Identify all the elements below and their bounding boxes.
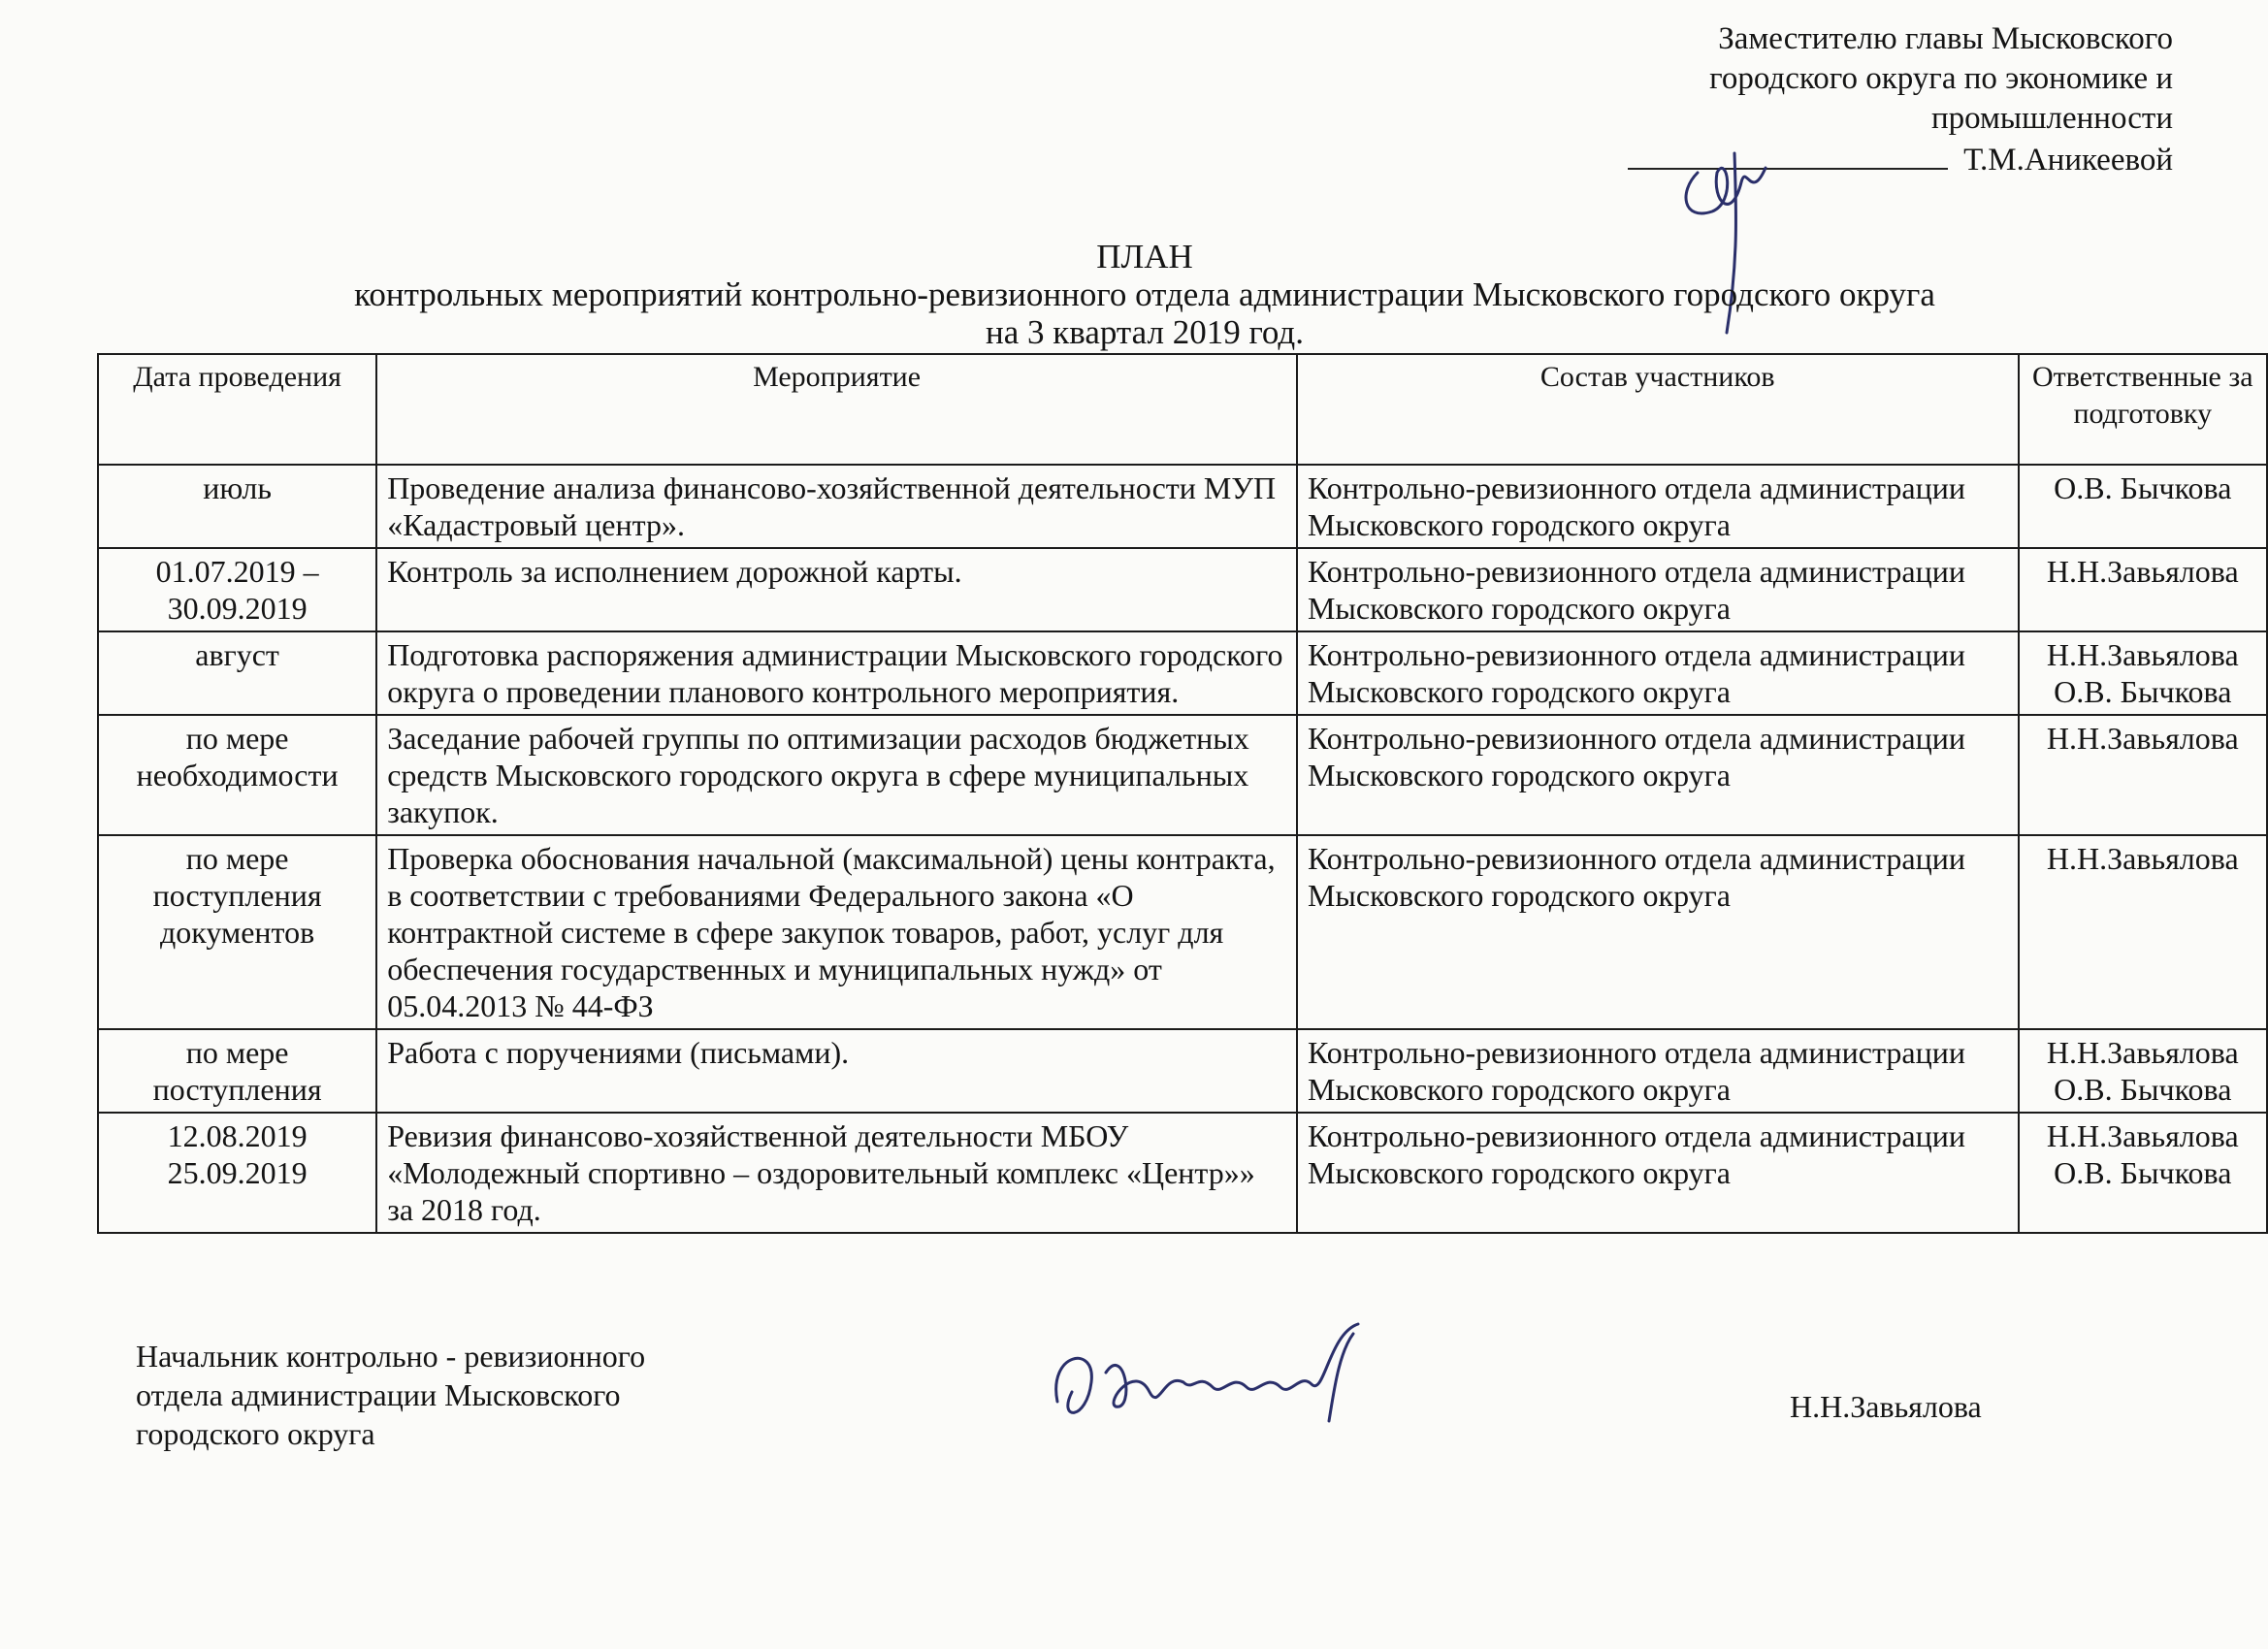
row-date [98, 1113, 376, 1233]
row-participants: Контрольно-ревизионного отдела администрации Мысковского городского округа [1297, 548, 2019, 631]
row-date: июль [98, 465, 376, 548]
row-date: август [98, 631, 376, 715]
document-subtitle: контрольных мероприятий контрольно-ревизионного отдела администрации Мысковского городского округа [354, 275, 1935, 313]
table-row [98, 548, 2267, 631]
row-date: по мере поступления документов [98, 835, 376, 1029]
header-event: Мероприятие [376, 354, 1297, 465]
row-date: по мере поступления [98, 1029, 376, 1113]
table-row [98, 715, 2267, 835]
responsible-person: Н.Н.Завьялова [2046, 637, 2239, 672]
row-responsible: Н.Н.Завьялова [2019, 835, 2267, 1029]
header-date: Дата проведения [98, 354, 376, 465]
footer-line-2: отдела администрации Мысковского [136, 1377, 621, 1412]
row-responsible: О.В. Бычкова [2019, 465, 2267, 548]
row-responsible: Н.Н.Завьялова [2019, 715, 2267, 835]
plan-table [97, 353, 2268, 1234]
table-header-row [98, 354, 2267, 465]
row-date: 01.07.2019 – 30.09.2019 [98, 548, 376, 631]
table-row [98, 1029, 2267, 1113]
row-participants: Контрольно-ревизионного отдела администрации Мысковского городского округа [1297, 835, 2019, 1029]
table-row [98, 465, 2267, 548]
row-participants: Контрольно-ревизионного отдела администрации Мысковского городского округа [1297, 631, 2019, 715]
header-responsible: Ответственные за подготовку [2019, 354, 2267, 465]
head-signature [1038, 1314, 1387, 1440]
responsible-person: О.В. Бычкова [2054, 1072, 2232, 1107]
approval-line-2: городского округа по экономике и [1709, 61, 2173, 96]
row-date-end: 25.09.2019 [167, 1155, 308, 1190]
row-event: Ревизия финансово-хозяйственной деятельности МБОУ «Молодежный спортивно – оздоровительный комплекс «Центр»» за 2018 год. [376, 1113, 1297, 1233]
row-event: Подготовка распоряжения администрации Мысковского городского округа о проведении планового контрольного мероприятия. [376, 631, 1297, 715]
document-heading [97, 238, 2192, 351]
responsible-person: Н.Н.Завьялова [2046, 1118, 2239, 1153]
footer-line-3: городского округа [136, 1416, 375, 1451]
approval-line-3: промышленности [1931, 101, 2173, 136]
row-event: Контроль за исполнением дорожной карты. [376, 548, 1297, 631]
row-event: Работа с поручениями (письмами). [376, 1029, 1297, 1113]
approval-line-1: Заместителю главы Мысковского [1718, 21, 2173, 56]
header-participants: Состав участников [1297, 354, 2019, 465]
row-event: Проверка обоснования начальной (максимальной) цены контракта, в соответствии с требованиями Федерального закона «О контрактной системе в сфере закупок товаров, работ, услуг для обеспечения государственных и муниципальных нужд» от 05.04.2013 № 44-ФЗ [376, 835, 1297, 1029]
table-row [98, 631, 2267, 715]
row-event: Заседание рабочей группы по оптимизации расходов бюджетных средств Мысковского городского округа в сфере муниципальных закупок. [376, 715, 1297, 835]
table-row [98, 835, 2267, 1029]
row-participants: Контрольно-ревизионного отдела администрации Мысковского городского округа [1297, 1029, 2019, 1113]
footer-position [136, 1337, 815, 1453]
row-participants: Контрольно-ревизионного отдела администрации Мысковского городского округа [1297, 1113, 2019, 1233]
approver-name: Т.М.Аникеевой [1963, 143, 2173, 178]
table-row [98, 1113, 2267, 1233]
responsible-person: О.В. Бычкова [2054, 1155, 2232, 1190]
row-responsible [2019, 1029, 2267, 1113]
row-participants: Контрольно-ревизионного отдела администрации Мысковского городского округа [1297, 465, 2019, 548]
row-date-start: 12.08.2019 [167, 1118, 308, 1153]
responsible-person: Н.Н.Завьялова [2046, 1035, 2239, 1070]
row-event: Проведение анализа финансово-хозяйственной деятельности МУП «Кадастровый центр». [376, 465, 1297, 548]
footer-signatory-name: Н.Н.Завьялова [1790, 1389, 1982, 1424]
responsible-person: О.В. Бычкова [2054, 674, 2232, 709]
document-period: на 3 квартал 2019 год. [986, 313, 1304, 351]
document-title: ПЛАН [1096, 238, 1193, 275]
row-responsible [2019, 631, 2267, 715]
row-date: по мере необходимости [98, 715, 376, 835]
row-responsible: Н.Н.Завьялова [2019, 548, 2267, 631]
row-responsible [2019, 1113, 2267, 1233]
footer-line-1: Начальник контрольно - ревизионного [136, 1339, 646, 1374]
row-participants: Контрольно-ревизионного отдела администрации Мысковского городского округа [1297, 715, 2019, 835]
